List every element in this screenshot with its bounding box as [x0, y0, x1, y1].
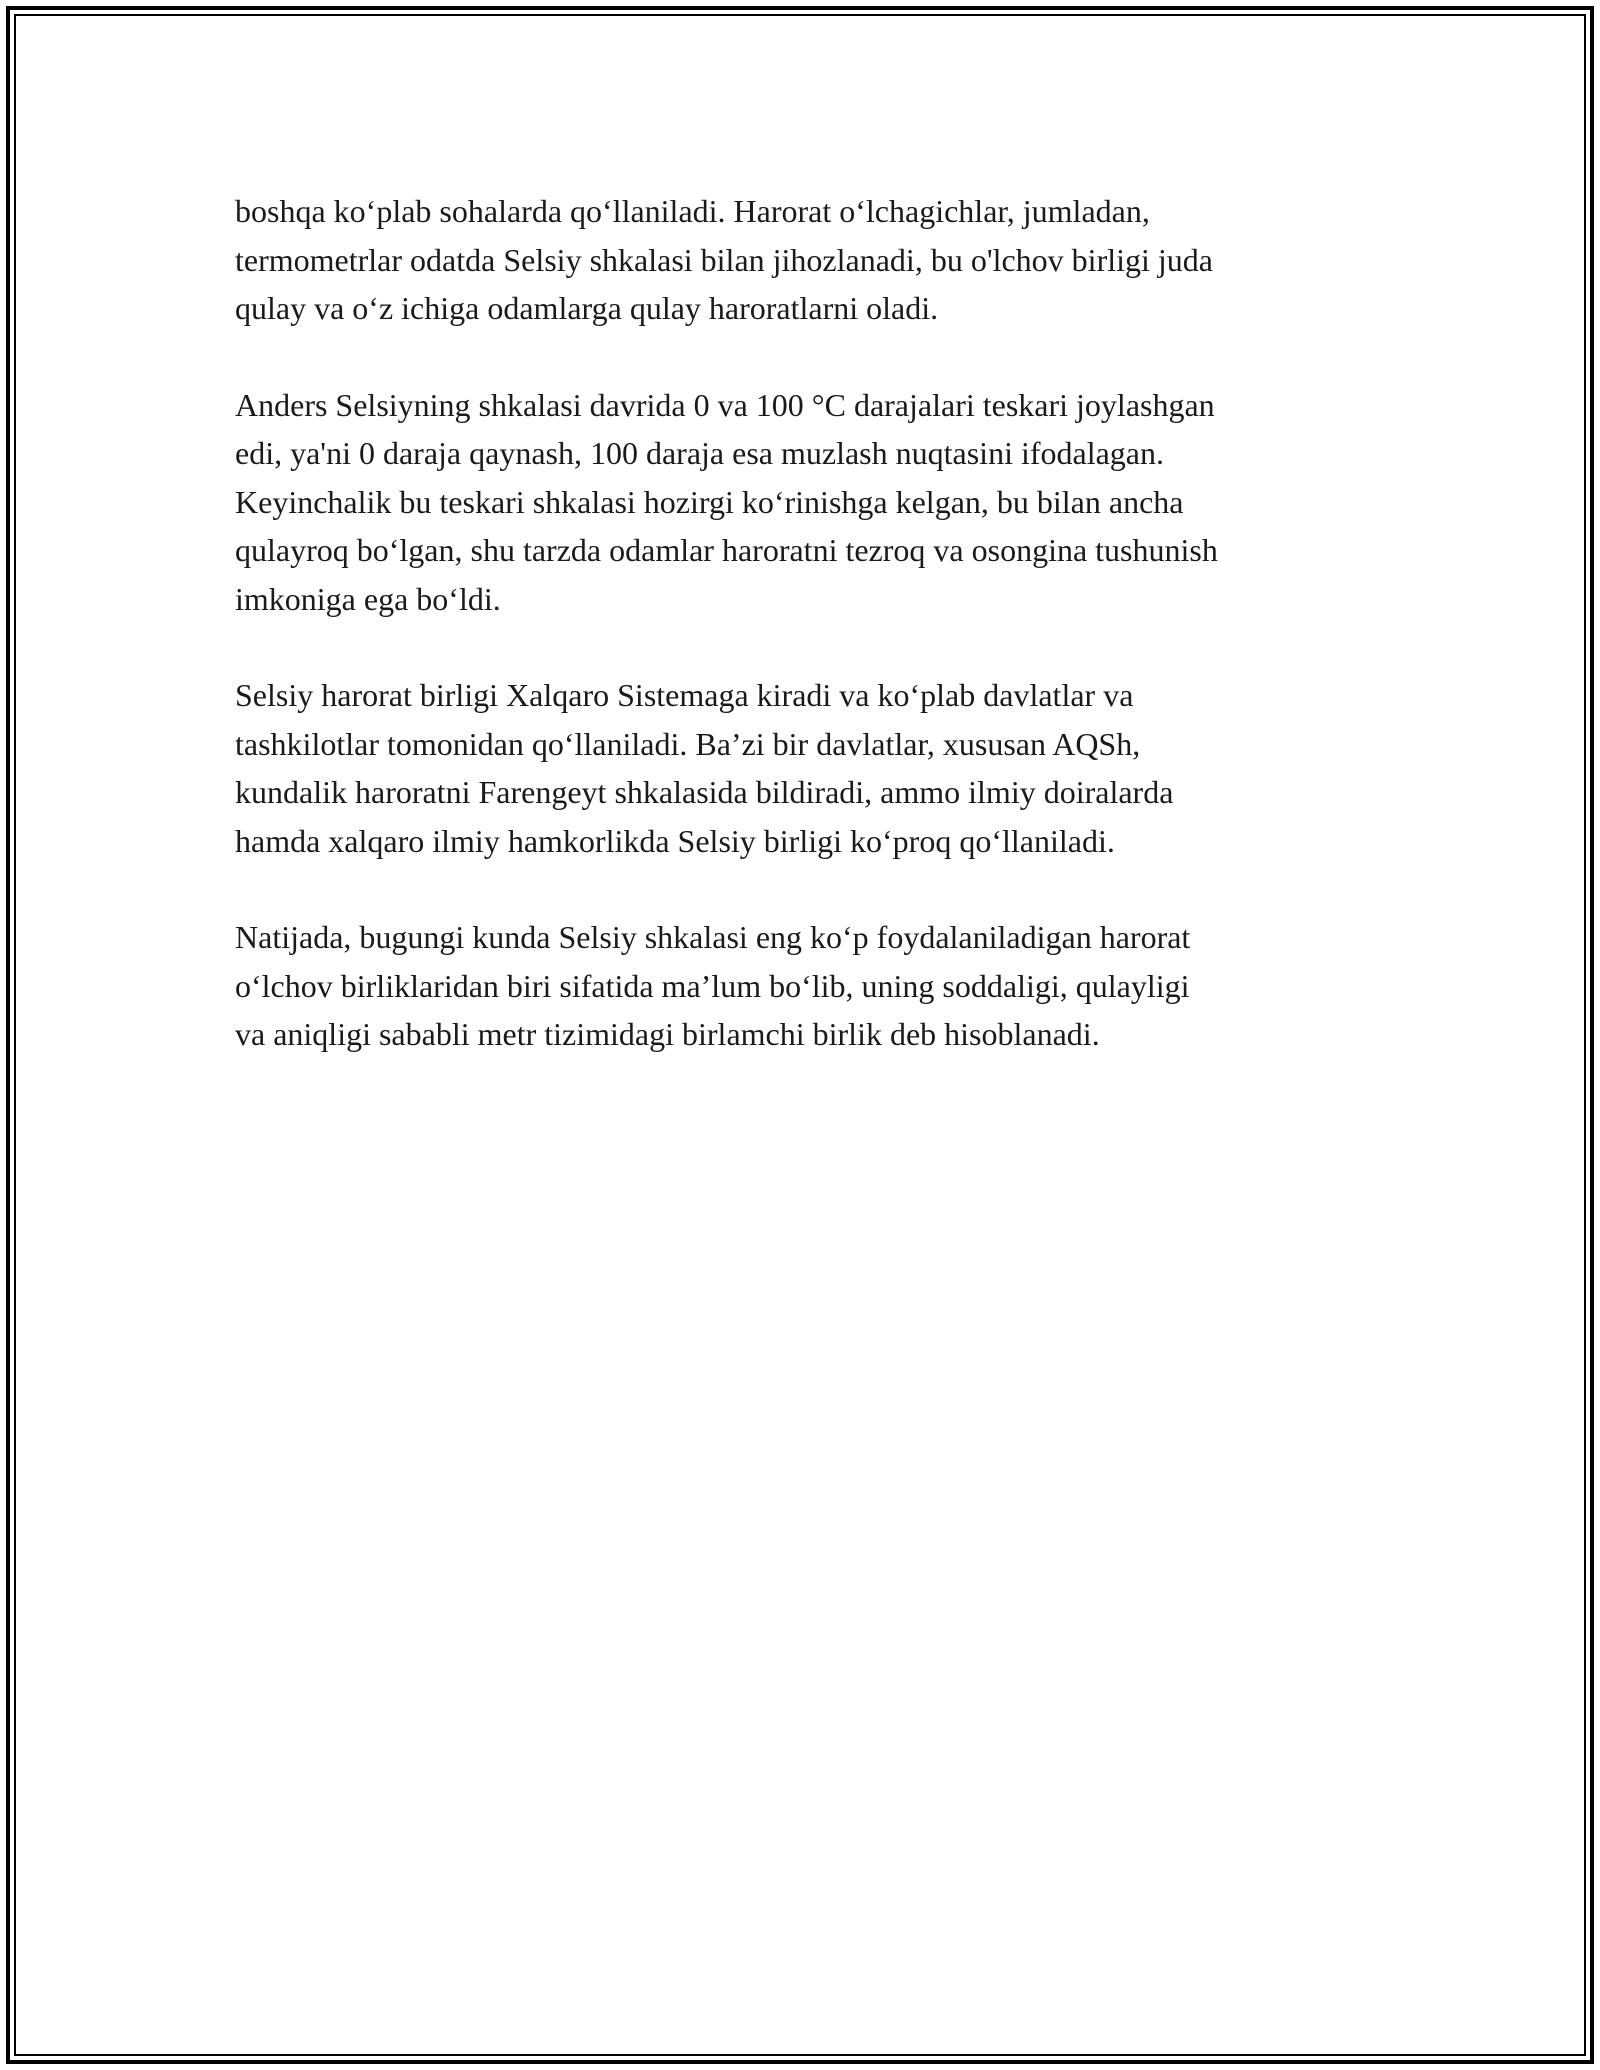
- text-line: Selsiy harorat birligi Xalqaro Sistemaga kiradi va ko‘plab davlatlar va: [235, 677, 1134, 713]
- paragraph-4: [235, 913, 1375, 1059]
- paragraph-1: [235, 187, 1375, 333]
- text-line: qulay va o‘z ichiga odamlarga qulay haroratlarni oladi.: [235, 290, 939, 326]
- text-line: Natijada, bugungi kunda Selsiy shkalasi eng ko‘p foydalaniladigan harorat: [235, 919, 1191, 955]
- text-line: qulayroq bo‘lgan, shu tarzda odamlar haroratni tezroq va osongina tushunish: [235, 532, 1218, 568]
- paragraph-3: [235, 671, 1375, 865]
- text-line: Keyinchalik bu teskari shkalasi hozirgi ko‘rinishga kelgan, bu bilan ancha: [235, 483, 1184, 520]
- text-line: va aniqligi sababli metr tizimidagi birlamchi birlik deb hisoblanadi.: [235, 1016, 1100, 1052]
- text-line: o‘lchov birliklaridan biri sifatida ma’lum bo‘lib, uning soddaligi, qulayligi: [235, 967, 1190, 1004]
- document-body: [235, 187, 1375, 1107]
- text-line: edi, ya'ni 0 daraja qaynash, 100 daraja esa muzlash nuqtasini ifodalagan.: [235, 435, 1164, 471]
- text-line: hamda xalqaro ilmiy hamkorlikda Selsiy birligi ko‘proq qo‘llaniladi.: [235, 822, 1115, 859]
- text-line: boshqa ko‘plab sohalarda qo‘llaniladi. Harorat o‘lchagichlar, jumladan,: [235, 193, 1150, 229]
- text-line: imkoniga ega bo‘ldi.: [235, 580, 501, 617]
- paragraph-2: [235, 381, 1375, 624]
- text-line: kundalik haroratni Farengeyt shkalasida bildiradi, ammo ilmiy doiralarda: [235, 774, 1174, 810]
- text-line: Anders Selsiyning shkalasi davrida 0 va 100 °C darajalari teskari joylashgan: [235, 386, 1215, 423]
- text-line: termometrlar odatda Selsiy shkalasi bilan jihozlanadi, bu o'lchov birligi juda: [235, 241, 1213, 278]
- text-line: tashkilotlar tomonidan qo‘llaniladi. Ba’zi bir davlatlar, xususan AQSh,: [235, 725, 1141, 762]
